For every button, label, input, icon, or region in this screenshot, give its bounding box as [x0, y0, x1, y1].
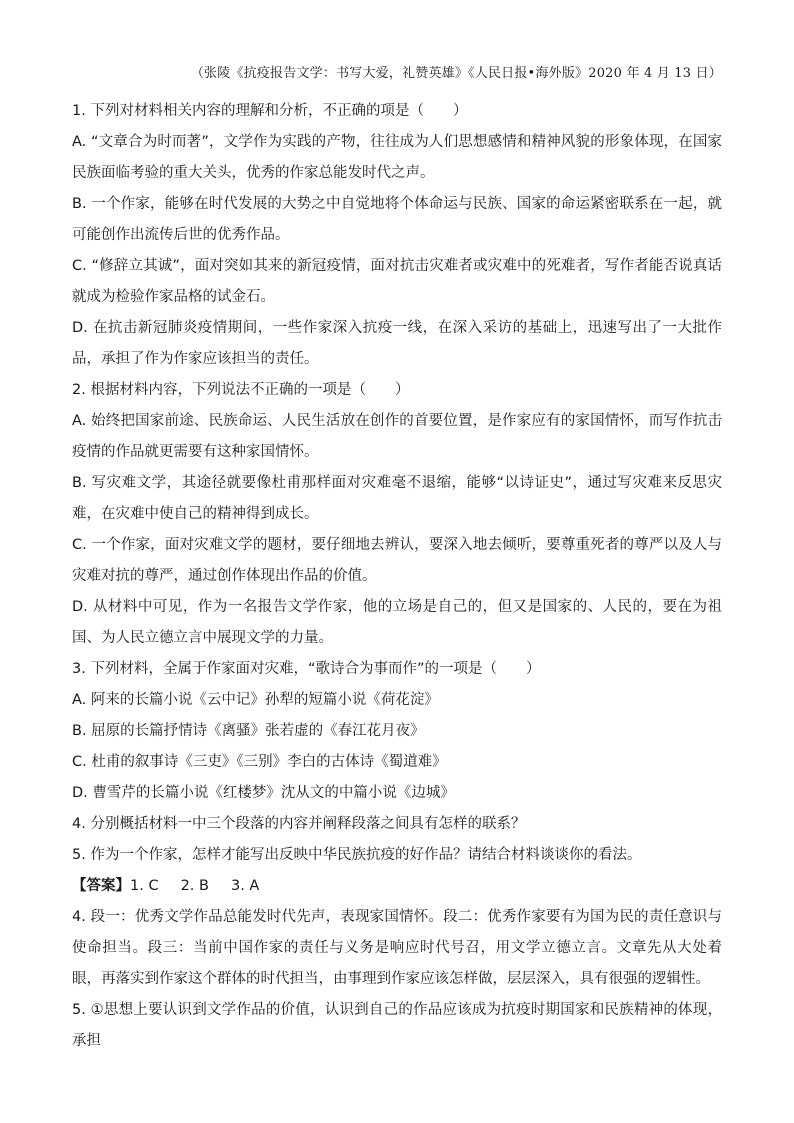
- question-2-option-b: B. 写灾难文学，其途径就要像杜甫那样面对灾难毫不退缩，能够“以诗证史”，通过写灾难来反思灾难，在灾难中使自己的精神得到成长。: [72, 475, 722, 522]
- answer-1: 1. C: [130, 878, 159, 894]
- question-3-stem: 3. 下列材料，全属于作家面对灾难，“歌诗合为事而作”的一项是（ ）: [72, 661, 541, 677]
- answer-5: 5. ①思想上要认识到文学作品的价值，认识到自己的作品应该成为抗疫时期国家和民族精神的体现，承担: [72, 1002, 722, 1049]
- question-3-option-a: A. 阿来的长篇小说《云中记》孙犁的短篇小说《荷花淀》: [72, 692, 439, 708]
- question-content: [72, 96, 722, 1057]
- question-3-option-b: B. 屈原的长篇抒情诗《离骚》张若虚的《春江花月夜》: [72, 723, 425, 739]
- question-2-stem: 2. 根据材料内容，下列说法不正确的一项是（ ）: [72, 382, 410, 398]
- answer-2: 2. B: [180, 878, 209, 894]
- question-1-option-a: A. “文章合为时而著”，文学作为实践的产物，往往成为人们思想感情和精神风貌的形象体现，在国家民族面临考验的重大关头，优秀的作家总能发时代之声。: [72, 134, 722, 181]
- question-2-option-d: D. 从材料中可见，作为一名报告文学作家，他的立场是自己的，但又是国家的、人民的，要在为祖国、为人民立德立言中展现文学的力量。: [72, 599, 722, 646]
- question-1-option-c: C. “修辞立其诚”，面对突如其来的新冠疫情，面对抗击灾难者或灾难中的死难者，写作者能否说真话就成为检验作家品格的试金石。: [72, 258, 722, 305]
- answer-label: 【答案】: [72, 878, 130, 894]
- answer-3: 3. A: [230, 878, 260, 894]
- question-3-option-d: D. 曹雪芹的长篇小说《红楼梦》沈从文的中篇小说《边城》: [72, 785, 455, 801]
- source-citation: （张陵《抗疫报告文学：书写大爱，礼赞英雄》《人民日报•海外版》2020 年 4 月 13 日）: [190, 66, 722, 81]
- answer-4: 4. 段一：优秀文学作品总能发时代先声，表现家国情怀。段二：优秀作家要有为国为民的责任意识与使命担当。段三：当前中国作家的责任与义务是响应时代号召，用文学立德立言。文章先从大处着眼，再落实到作家这个群体的时代担当，由事理到作家应该怎样做，层层深入，具有很强的逻辑性。: [72, 909, 722, 987]
- question-2-option-c: C. 一个作家，面对灾难文学的题材，要仔细地去辨认，要深入地去倾听，要尊重死者的尊严以及人与灾难对抗的尊严，通过创作体现出作品的价值。: [72, 537, 722, 584]
- answer-line: [72, 871, 722, 902]
- question-5-stem: 5. 作为一个作家，怎样才能写出反映中华民族抗疫的好作品？请结合材料谈谈你的看法。: [72, 847, 642, 863]
- question-2-option-a: A. 始终把国家前途、民族命运、人民生活放在创作的首要位置，是作家应有的家国情怀，而写作抗击疫情的作品就更需要有这种家国情怀。: [72, 413, 722, 460]
- question-4-stem: 4. 分别概括材料一中三个段落的内容并阐释段落之间具有怎样的联系？: [72, 816, 526, 832]
- question-1-option-b: B. 一个作家，能够在时代发展的大势之中自觉地将个体命运与民族、国家的命运紧密联系在一起，就可能创作出流传后世的优秀作品。: [72, 196, 722, 243]
- question-1-stem: 1. 下列对材料相关内容的理解和分析，不正确的项是（ ）: [72, 103, 468, 119]
- question-1-option-d: D. 在抗击新冠肺炎疫情期间，一些作家深入抗疫一线，在深入采访的基础上，迅速写出了一大批作品，承担了作为作家应该担当的责任。: [72, 320, 722, 367]
- question-3-option-c: C. 杜甫的叙事诗《三吏》《三别》李白的古体诗《蜀道难》: [72, 754, 447, 770]
